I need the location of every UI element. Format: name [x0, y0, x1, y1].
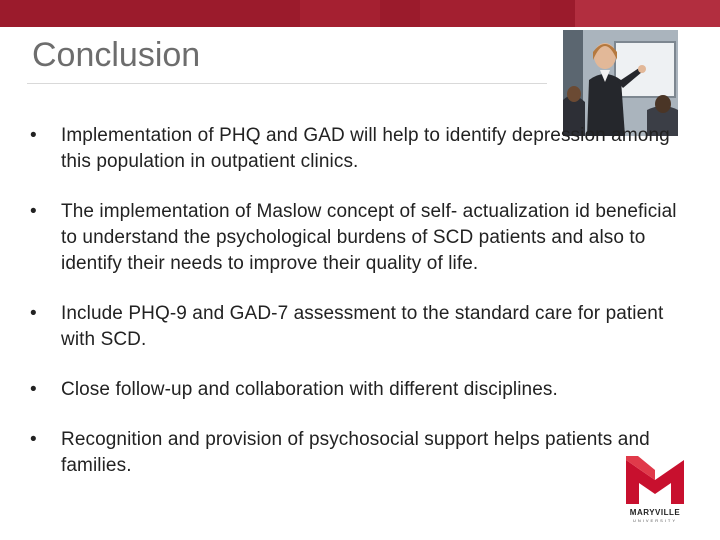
maryville-logo [621, 452, 689, 527]
logo-subtext: UNIVERSITY [632, 518, 677, 523]
m-mark-icon [621, 452, 689, 508]
presenter-photo [563, 30, 678, 136]
bullet-marker: • [30, 125, 37, 146]
bullet-item [30, 377, 680, 403]
bullet-list [30, 123, 680, 503]
bullet-marker: • [30, 379, 37, 400]
bullet-marker: • [30, 201, 37, 222]
logo-wordmark: MARYVILLE [629, 508, 681, 517]
bullet-item [30, 427, 680, 479]
header-band [0, 0, 720, 27]
bullet-marker: • [30, 429, 37, 450]
bullet-item [30, 199, 680, 277]
bullet-text: The implementation of Maslow concept of self- actualization id beneficial to understand the psychological burdens of SCD patients and also to identify their needs to improve their quality of life. [61, 201, 677, 274]
slide-title: Conclusion [32, 36, 201, 74]
bullet-item [30, 301, 680, 353]
title-divider [27, 83, 547, 84]
bullet-text: Close follow-up and collaboration with different disciplines. [61, 379, 558, 400]
bullet-item [30, 123, 680, 175]
bullet-text: Implementation of PHQ and GAD will help to identify depression among this population in outpatient clinics. [61, 125, 670, 172]
bullet-text: Recognition and provision of psychosocial support helps patients and families. [61, 429, 650, 476]
bullet-text: Include PHQ-9 and GAD-7 assessment to the standard care for patient with SCD. [61, 303, 664, 350]
bullet-marker: • [30, 303, 37, 324]
